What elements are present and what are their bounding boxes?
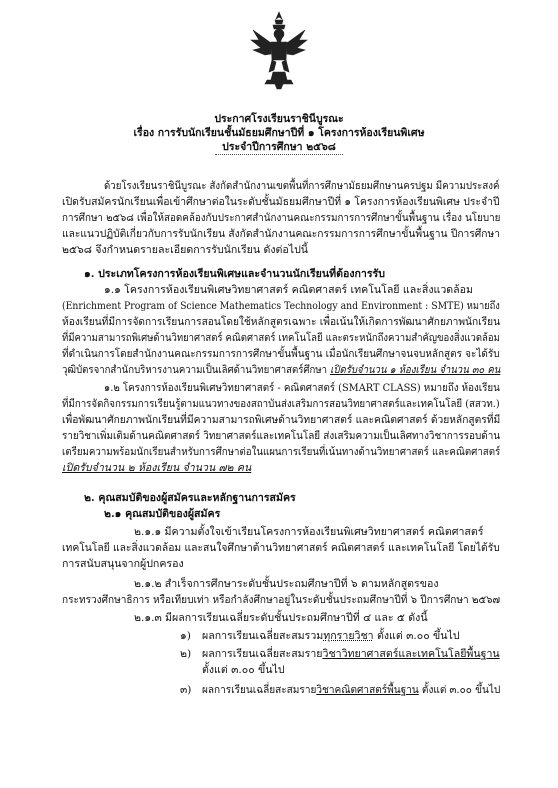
grade-criterion-num: ๒) [180,648,192,660]
section-1-1-text: วุฒิบัตรจากสำนักบริหารงานความเป็นเลิศด้านวิทยาศาสตร์ศึกษา [62,364,331,376]
section-1-1-line: ห้องเรียนที่มีการจัดการเรียนการสอนโดยใช้หลักสูตรเฉพาะ เพื่อเน้นให้เกิดการพัฒนาศักยภาพนักเรียน [62,316,501,328]
qualification-line: ๒.๑.๑ มีความตั้งใจเข้าเรียนโครงการห้องเรียนพิเศษวิทยาศาสตร์ คณิตศาสตร์ [134,526,484,538]
grade-criterion: ผลการเรียนเฉลี่ยสะสมรายวิชาวิทยาศาสตร์และเทคโนโลยีพื้นฐาน [202,648,500,660]
announcement-subject: เรื่อง การรับนักเรียนชั้นมัธยมศึกษาปีที่ ๑ โครงการห้องเรียนพิเศษ [133,127,425,139]
section-2-1-heading: ๒.๑ คุณสมบัติของผู้สมัคร [104,508,221,520]
intro-line: เปิดรับสมัครนักเรียนเพื่อเข้าศึกษาต่อในระดับชั้นมัธยมศึกษาปีที่ ๑ โครงการห้องเรียนพิเศษ ประจำปี [62,196,500,208]
section-1-2-line: ที่มีการจัดกิจกรรมการเรียนรู้ตามแนวทางของสถาบันส่งเสริมการสอนวิทยาศาสตร์และเทคโนโลยี (สสวท.) [62,398,500,410]
intro-line: ๒๕๖๘ จึงกำหนดรายละเอียดการรับนักเรียน ดังต่อไปนี้ [62,244,309,256]
section-1-1-line: (Enrichment Program of Science Mathematics Technology and Environment : SMTE) หมายถึง [62,300,500,312]
announcement-title: ประกาศโรงเรียนราชินีบูรณะ [214,113,344,125]
qualification-line: ๒.๑.๒ สำเร็จการศึกษาระดับชั้นประถมศึกษาปีที่ ๖ ตามหลักสูตรของ [134,578,439,590]
intro-line: และแนวปฏิบัติเกี่ยวกับการรับนักเรียน สังกัดสำนักงานคณะกรรมการการศึกษาขั้นพื้นฐาน ปีการศึกษา [62,228,500,240]
qualification-line: เทคโนโลยี และสิ่งแวดล้อม และสนใจศึกษาด้านวิทยาศาสตร์ คณิตศาสตร์ และเทคโนโลยี โดยได้รับ [62,542,500,554]
qualification-line: กระทรวงศึกษาธิการ หรือเทียบเท่า หรือกำลังศึกษาอยู่ในระดับชั้นประถมศึกษาปีที่ ๖ ปีการศึกษา ๒๕๖๗ [62,594,501,606]
section-2-heading: ๒. คุณสมบัติของผู้สมัครและหลักฐานการสมัคร [84,492,296,504]
section-1-2-line: เพื่อพัฒนาศักยภาพนักเรียนที่มีความสามารถพิเศษด้านวิทยาศาสตร์ และคณิตศาสตร์ ด้วยหลักสูตรที่มี [62,414,501,426]
divider-line [215,154,343,155]
section-1-2-quota: เปิดรับจำนวน ๒ ห้องเรียน จำนวน ๗๒ คน [62,462,252,474]
qualification-line: การสนับสนุนจากผู้ปกครอง [62,558,184,570]
section-1-1-quota: เปิดรับจำนวน ๑ ห้องเรียน จำนวน ๓๐ คน [330,364,501,376]
intro-line: การศึกษา ๒๕๖๘ เพื่อให้สอดคล้องกับประกาศสำนักงานคณะกรรมการการศึกษาขั้นพื้นฐาน เรื่อง นโยบาย [62,212,501,224]
qualification-line: ๒.๑.๓ มีผลการเรียนเฉลี่ยระดับชั้นประถมศึกษาปีที่ ๔ และ ๕ ดังนี้ [134,612,428,624]
grade-criterion: ผลการเรียนเฉลี่ยสะสมรายวิชาคณิตศาสตร์พื้นฐาน ตั้งแต่ ๓.๐๐ ขึ้นไป [202,684,501,696]
section-1-2-line: เตรียมความพร้อมนักเรียนสำหรับการศึกษาต่อในแผนการเรียนที่เน้นทางด้านวิทยาศาสตร์ และคณิตศาสตร์ [62,446,501,458]
grade-criterion-num: ๑) [180,630,191,642]
section-1-1-line: ที่ดำเนินการโดยสำนักงานคณะกรรมการการศึกษาขั้นพื้นฐาน เมื่อนักเรียนศึกษาจนจบหลักสูตร จะได้รับ [62,348,500,360]
section-1-heading: ๑. ประเภทโครงการห้องเรียนพิเศษและจำนวนนักเรียนที่ต้องการรับ [84,268,385,280]
grade-criterion-cont: ตั้งแต่ ๓.๐๐ ขึ้นไป [202,664,285,676]
grade-criterion: ผลการเรียนเฉลี่ยสะสมรวมทุกรายวิชา ตั้งแต่ ๓.๐๐ ขึ้นไป [202,630,460,642]
section-1-1-line: ๑.๑ โครงการห้องเรียนพิเศษวิทยาศาสตร์ คณิตศาสตร์ เทคโนโลยี และสิ่งแวดล้อม [104,284,474,296]
section-1-1-line: ที่มีความสามารถพิเศษด้านวิทยาศาสตร์ คณิตศาสตร์ เทคโนโลยี และตระหนักถึงความสำคัญของสิ่งแวดล้อม [62,332,500,344]
section-1-2-line: ๑.๒ โครงการห้องเรียนพิเศษวิทยาศาสตร์ - คณิตศาสตร์ (SMART CLASS) หมายถึง ห้องเรียน [104,382,500,394]
grade-criterion-num: ๓) [180,684,192,696]
intro-line: ด้วยโรงเรียนราชินีบูรณะ สังกัดสำนักงานเขตพื้นที่การศึกษามัธยมศึกษานครปฐม มีความประสงค์ [104,180,500,192]
academic-year: ประจำปีการศึกษา ๒๕๖๘ [222,141,336,153]
section-1-2-line: รายวิชาเพิ่มเติมด้านคณิตศาสตร์ วิทยาศาสตร์และเทคโนโลยี ส่งเสริมความเป็นเลิศทางวิชาการรอบด้าน [62,430,501,442]
section-1-1-line [62,364,500,377]
garuda-emblem [249,10,309,90]
